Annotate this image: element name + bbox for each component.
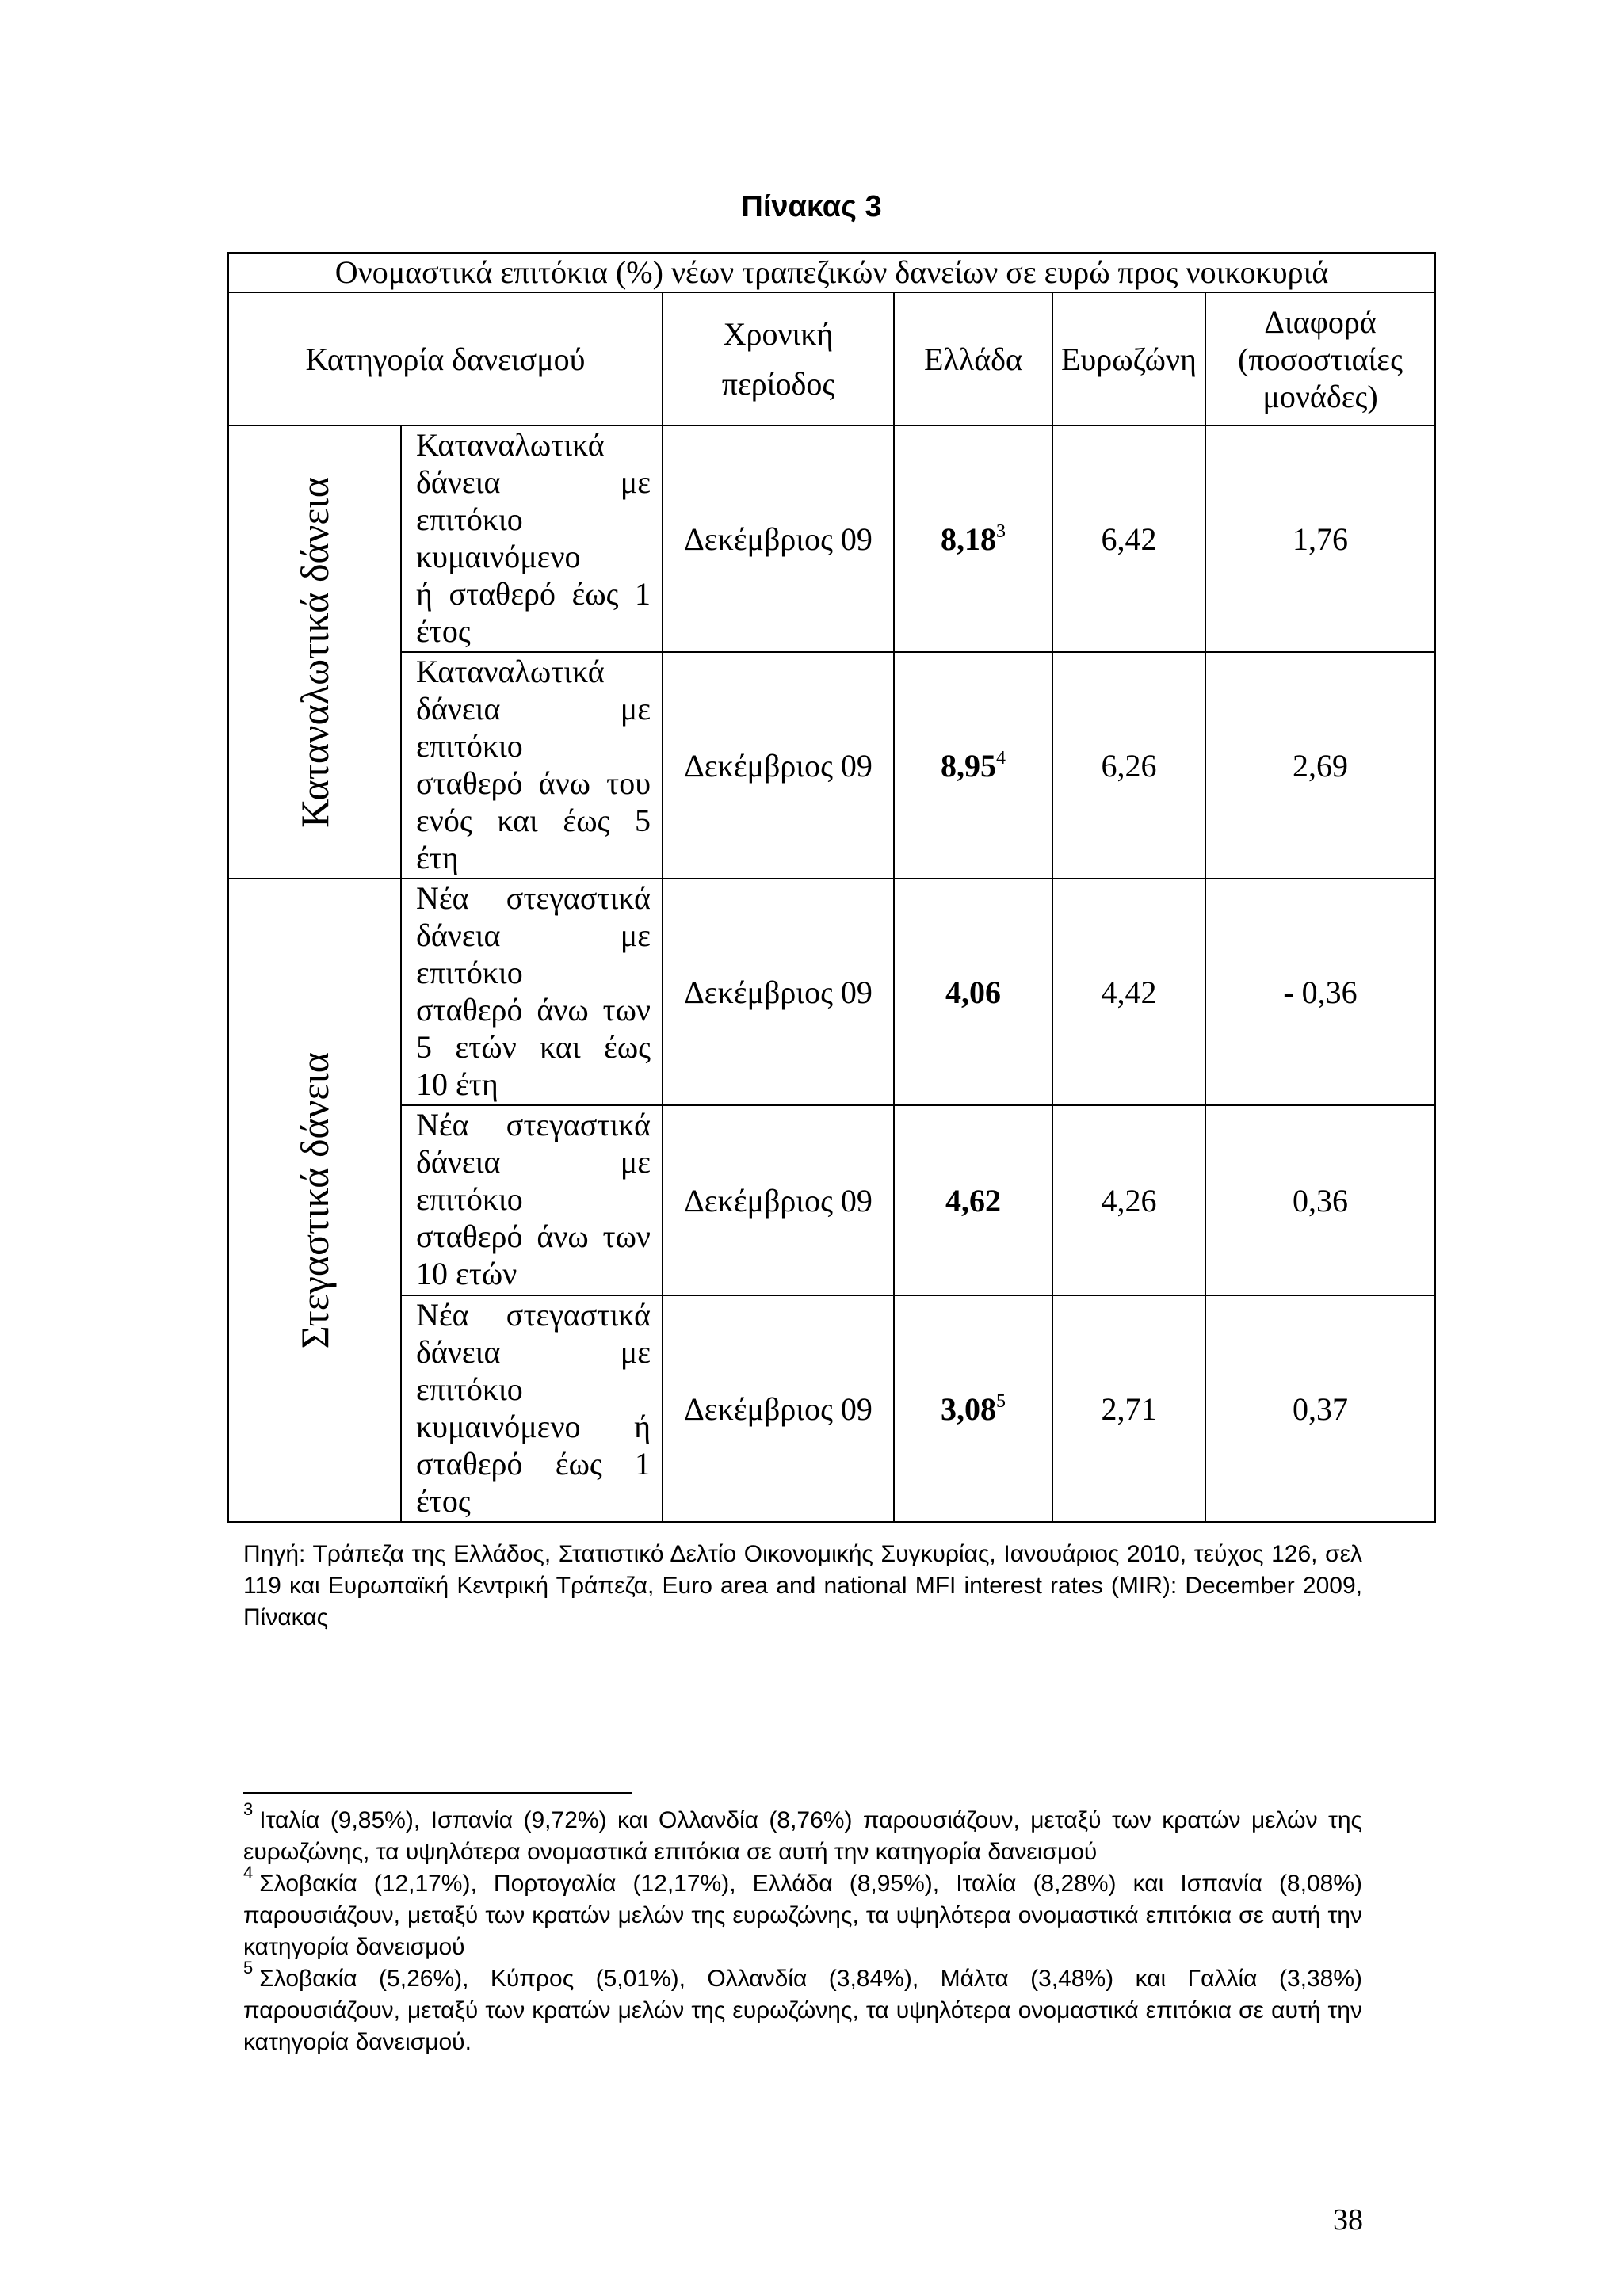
greece-value — [894, 1105, 1052, 1295]
desc-line: Νέα στεγαστικά — [416, 1107, 651, 1142]
desc-line: επιτόκιο — [416, 955, 523, 990]
footnote-ref: 4 — [996, 747, 1006, 769]
desc-line: Καταναλωτικά — [416, 427, 605, 463]
desc-line: επιτόκιο — [416, 728, 523, 764]
desc-line: ενός και έως 5 — [416, 803, 651, 838]
greece-value-number: 8,95 — [941, 747, 996, 784]
greece-value-number: 4,06 — [945, 974, 1001, 1010]
desc-line: δάνεια με — [416, 464, 651, 500]
difference-value: 0,36 — [1205, 1105, 1435, 1295]
period-cell: Δεκέμβριος 09 — [663, 1295, 894, 1522]
footnote-ref: 5 — [996, 1390, 1006, 1412]
period-cell: Δεκέμβριος 09 — [663, 652, 894, 879]
footnote-number: 5 — [243, 1958, 254, 1978]
footnote-text: Σλοβακία (12,17%), Πορτογαλία (12,17%), Ελλάδα (8,95%), Ιταλία (8,28%) και Ισπανία (8,08%) παρουσιάζουν, μεταξύ των κρατών μελών της ευρωζώνης, τα υψηλότερα ονομαστικά επιτόκια σε αυτή την κατηγορία δανεισμού — [243, 1871, 1362, 1960]
greece-value — [894, 425, 1052, 652]
desc-line: δάνεια με — [416, 917, 651, 953]
desc-line: επιτόκιο — [416, 1371, 523, 1407]
table-row — [228, 879, 1435, 1105]
desc-line: έτη — [416, 840, 459, 875]
desc-line: σταθερό έως 1 — [416, 1446, 651, 1482]
loan-description — [401, 1295, 663, 1522]
header-greece: Ελλάδα — [894, 292, 1052, 425]
eurozone-value: 4,42 — [1052, 879, 1205, 1105]
desc-line: σταθερό άνω των — [416, 1219, 651, 1254]
period-cell: Δεκέμβριος 09 — [663, 879, 894, 1105]
header-difference — [1205, 292, 1435, 425]
header-eurozone: Ευρωζώνη — [1052, 292, 1205, 425]
eurozone-value: 4,26 — [1052, 1105, 1205, 1295]
greece-value-number: 3,08 — [941, 1390, 996, 1427]
period-cell: Δεκέμβριος 09 — [663, 425, 894, 652]
desc-line: σταθερό άνω του — [416, 765, 651, 801]
difference-value: - 0,36 — [1205, 879, 1435, 1105]
source-note: Πηγή: Τράπεζα της Ελλάδος, Στατιστικό Δελτίο Οικονομικής Συγκυρίας, Ιανουάριος 2010, τεύχος 126, σελ 119 και Ευρωπαϊκή Κεντρική Τράπεζα, Euro area and national MFI interest rates (MIR): December 2009, Πίνακας — [243, 1541, 1362, 1630]
desc-line: Νέα στεγαστικά — [416, 1297, 651, 1333]
period-cell: Δεκέμβριος 09 — [663, 1105, 894, 1295]
header-diff-line1: Διαφορά — [1264, 303, 1377, 340]
group-consumer-label: Καταναλωτικά δάνεια — [292, 476, 337, 828]
desc-line: 10 έτη — [416, 1066, 498, 1102]
greece-value-number: 4,62 — [945, 1182, 1001, 1219]
desc-line: σταθερό άνω των — [416, 992, 651, 1028]
desc-line: 5 ετών και έως — [416, 1029, 651, 1065]
desc-line: έτος — [416, 1483, 471, 1519]
page-number: 38 — [1333, 2203, 1363, 2237]
eurozone-value: 6,42 — [1052, 425, 1205, 652]
header-period-line2: περίοδος — [721, 366, 835, 402]
table-row — [228, 1295, 1435, 1522]
footnote-3 — [243, 1799, 1362, 1868]
header-period-line1: Χρονική — [723, 316, 834, 352]
eurozone-value: 6,26 — [1052, 652, 1205, 879]
table-title: Πίνακας 3 — [741, 190, 882, 223]
group-consumer-loans — [228, 425, 401, 879]
greece-value — [894, 652, 1052, 879]
difference-value: 1,76 — [1205, 425, 1435, 652]
footnote-5 — [243, 1958, 1362, 2058]
difference-value: 2,69 — [1205, 652, 1435, 879]
desc-line: δάνεια με — [416, 691, 651, 727]
footnotes — [243, 1799, 1362, 2058]
greece-value — [894, 879, 1052, 1105]
footnote-4 — [243, 1863, 1362, 1963]
desc-line: 10 ετών — [416, 1256, 517, 1291]
header-row — [228, 292, 1435, 425]
table-caption: Ονομαστικά επιτόκια (%) νέων τραπεζικών δανείων σε ευρώ προς νοικοκυριά — [228, 253, 1435, 292]
desc-line: δάνεια με — [416, 1144, 651, 1180]
footnote-number: 4 — [243, 1863, 254, 1882]
desc-line: κυμαινόμενο ή — [416, 1409, 651, 1444]
footnote-number: 3 — [243, 1799, 254, 1819]
table-row — [228, 425, 1435, 652]
footnote-text: Σλοβακία (5,26%), Κύπρος (5,01%), Ολλανδία (3,84%), Μάλτα (3,48%) και Γαλλία (3,38%) παρουσιάζουν, μεταξύ των κρατών μελών της ευρωζώνης, τα υψηλότερα ονομαστικά επιτόκια σε αυτή την κατηγορία δανεισμού. — [243, 1966, 1362, 2055]
desc-line: Νέα στεγαστικά — [416, 880, 651, 916]
footnote-ref: 3 — [996, 521, 1006, 542]
footnote-text: Ιταλία (9,85%), Ισπανία (9,72%) και Ολλανδία (8,76%) παρουσιάζουν, μεταξύ των κρατών μελών της ευρωζώνης, τα υψηλότερα ονομαστικά επιτόκια σε αυτή την κατηγορία δανεισμού — [243, 1807, 1362, 1865]
eurozone-value: 2,71 — [1052, 1295, 1205, 1522]
table-row — [228, 652, 1435, 879]
rates-table — [227, 252, 1436, 1523]
header-category: Κατηγορία δανεισμού — [228, 292, 663, 425]
difference-value: 0,37 — [1205, 1295, 1435, 1522]
greece-value — [894, 1295, 1052, 1522]
loan-description — [401, 652, 663, 879]
header-diff-line3: μονάδες) — [1262, 378, 1378, 414]
desc-line: δάνεια με — [416, 1334, 651, 1370]
desc-line: Καταναλωτικά — [416, 654, 605, 689]
desc-line: έτος — [416, 613, 471, 649]
header-period — [663, 292, 894, 425]
group-housing-loans — [228, 879, 401, 1522]
desc-line: επιτόκιο — [416, 502, 523, 537]
desc-line: επιτόκιο — [416, 1181, 523, 1217]
group-housing-label: Στεγαστικά δάνεια — [292, 1051, 337, 1349]
footnote-separator — [243, 1792, 632, 1794]
caption-row — [228, 253, 1435, 292]
greece-value-number: 8,18 — [941, 521, 996, 557]
loan-description — [401, 1105, 663, 1295]
desc-line: ή σταθερό έως 1 — [416, 576, 651, 612]
loan-description — [401, 879, 663, 1105]
header-diff-line2: (ποσοστιαίες — [1238, 341, 1403, 377]
desc-line: κυμαινόμενο — [416, 539, 581, 574]
loan-description — [401, 425, 663, 652]
table-row — [228, 1105, 1435, 1295]
